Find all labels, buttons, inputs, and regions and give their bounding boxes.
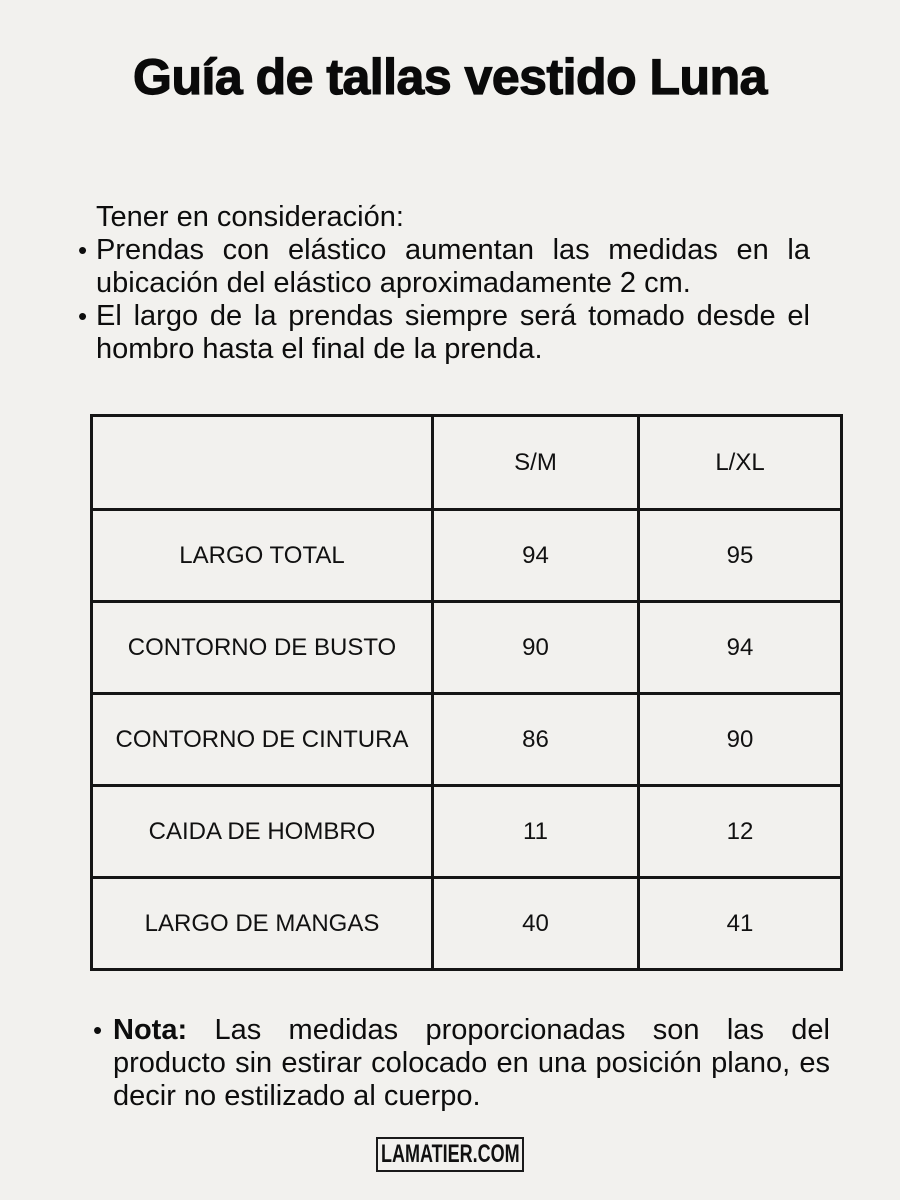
considerations-section (78, 201, 810, 366)
size-table (90, 414, 843, 971)
note-label: Nota: (113, 1014, 188, 1046)
measure-value-lxl: 12 (639, 786, 842, 878)
size-table-header-row (92, 416, 842, 510)
table-row (92, 878, 842, 970)
table-row (92, 602, 842, 694)
table-row (92, 786, 842, 878)
brand-badge (376, 1137, 524, 1172)
measure-value-sm: 40 (433, 878, 639, 970)
measure-label: LARGO DE MANGAS (92, 878, 433, 970)
note-item (93, 1014, 830, 1113)
measure-label: LARGO TOTAL (92, 510, 433, 602)
considerations-list (78, 234, 810, 366)
size-column-header: S/M (433, 416, 639, 510)
measure-value-lxl: 95 (639, 510, 842, 602)
measure-label: CONTORNO DE BUSTO (92, 602, 433, 694)
size-table-corner-cell (92, 416, 433, 510)
consideration-item: • Prendas con elástico aumentan las medidas en la ubicación del elástico aproximadamente 2 cm. (78, 234, 810, 300)
table-row (92, 694, 842, 786)
measure-value-sm: 11 (433, 786, 639, 878)
measure-value-lxl: 94 (639, 602, 842, 694)
measure-label: CAIDA DE HOMBRO (92, 786, 433, 878)
measure-value-lxl: 41 (639, 878, 842, 970)
size-column-header: L/XL (639, 416, 842, 510)
measure-value-lxl: 90 (639, 694, 842, 786)
measure-value-sm: 94 (433, 510, 639, 602)
consideration-item: • El largo de la prendas siempre será tomado desde el hombro hasta el final de la prenda. (78, 300, 810, 366)
note-section (93, 1014, 830, 1113)
measure-value-sm: 90 (433, 602, 639, 694)
brand-name: LAMATIER.COM (380, 1140, 520, 1168)
note-text: Las medidas proporcionadas son las del producto sin estirar colocado en una posición plano, es decir no estilizado al cuerpo. (113, 1014, 830, 1112)
measure-label: CONTORNO DE CINTURA (92, 694, 433, 786)
page-title: Guía de tallas vestido Luna (133, 49, 767, 105)
measure-value-sm: 86 (433, 694, 639, 786)
table-row (92, 510, 842, 602)
considerations-heading: Tener en consideración: (96, 201, 404, 233)
